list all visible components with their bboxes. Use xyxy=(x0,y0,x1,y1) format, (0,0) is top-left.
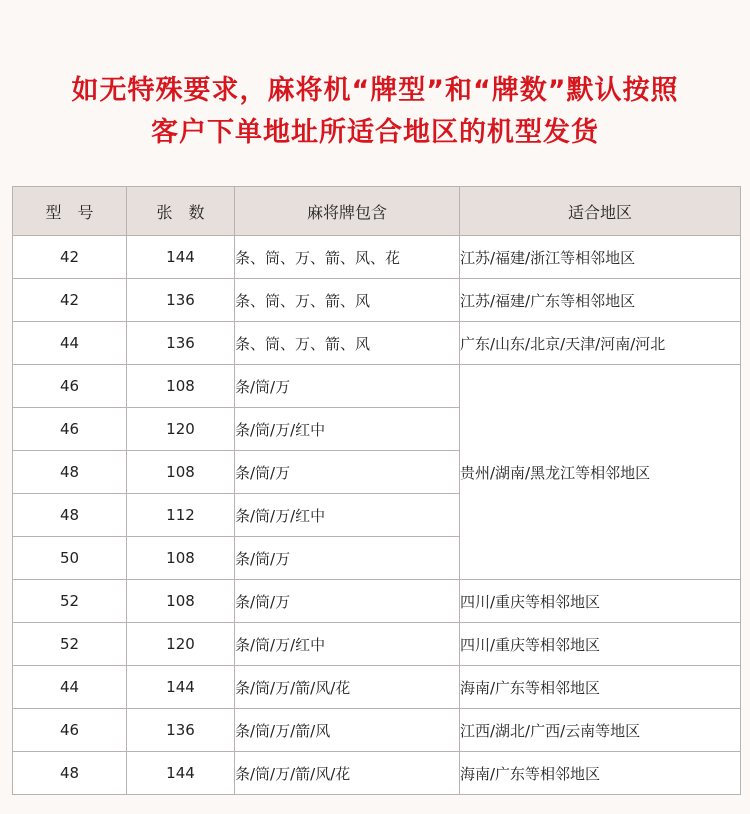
header-count: 张 数 xyxy=(127,187,235,236)
count-cell: 120 xyxy=(127,623,235,666)
header-tiles: 麻将牌包含 xyxy=(235,187,460,236)
model-cell: 48 xyxy=(13,494,127,537)
region-cell: 海南/广东等相邻地区 xyxy=(460,666,741,709)
region-cell: 江苏/福建/浙江等相邻地区 xyxy=(460,236,741,279)
tiles-cell: 条/筒/万/箭/风/花 xyxy=(235,666,460,709)
count-cell: 108 xyxy=(127,365,235,408)
count-cell: 112 xyxy=(127,494,235,537)
tiles-cell: 条、筒、万、箭、风 xyxy=(235,322,460,365)
count-cell: 144 xyxy=(127,752,235,795)
tiles-cell: 条/筒/万/红中 xyxy=(235,623,460,666)
region-cell: 海南/广东等相邻地区 xyxy=(460,752,741,795)
table-row xyxy=(13,365,741,408)
count-cell: 144 xyxy=(127,666,235,709)
model-table xyxy=(12,186,741,795)
tiles-cell: 条/筒/万 xyxy=(235,451,460,494)
tiles-cell: 条/筒/万/箭/风 xyxy=(235,709,460,752)
model-cell: 46 xyxy=(13,709,127,752)
region-cell: 广东/山东/北京/天津/河南/河北 xyxy=(460,322,741,365)
model-cell: 46 xyxy=(13,408,127,451)
notice-heading xyxy=(0,70,750,154)
tiles-cell: 条/筒/万 xyxy=(235,580,460,623)
model-cell: 42 xyxy=(13,236,127,279)
count-cell: 136 xyxy=(127,279,235,322)
region-cell: 贵州/湖南/黑龙江等相邻地区 xyxy=(460,365,741,580)
region-cell: 四川/重庆等相邻地区 xyxy=(460,623,741,666)
model-cell: 52 xyxy=(13,580,127,623)
tiles-cell: 条/筒/万/红中 xyxy=(235,494,460,537)
model-cell: 52 xyxy=(13,623,127,666)
count-cell: 136 xyxy=(127,322,235,365)
model-cell: 44 xyxy=(13,666,127,709)
tiles-cell: 条、筒、万、箭、风 xyxy=(235,279,460,322)
model-cell: 48 xyxy=(13,752,127,795)
tiles-cell: 条/筒/万/红中 xyxy=(235,408,460,451)
region-cell: 四川/重庆等相邻地区 xyxy=(460,580,741,623)
count-cell: 108 xyxy=(127,537,235,580)
table-row xyxy=(13,666,741,709)
region-cell: 江西/湖北/广西/云南等地区 xyxy=(460,709,741,752)
notice-line-2: 客户下单地址所适合地区的机型发货 xyxy=(151,117,599,148)
table-row xyxy=(13,322,741,365)
model-cell: 48 xyxy=(13,451,127,494)
count-cell: 144 xyxy=(127,236,235,279)
model-cell: 44 xyxy=(13,322,127,365)
tiles-cell: 条/筒/万/箭/风/花 xyxy=(235,752,460,795)
table-row xyxy=(13,709,741,752)
tiles-cell: 条/筒/万 xyxy=(235,537,460,580)
count-cell: 120 xyxy=(127,408,235,451)
table-row xyxy=(13,580,741,623)
table-row xyxy=(13,752,741,795)
model-cell: 42 xyxy=(13,279,127,322)
tiles-cell: 条、筒、万、箭、风、花 xyxy=(235,236,460,279)
count-cell: 108 xyxy=(127,580,235,623)
header-region: 适合地区 xyxy=(460,187,741,236)
tiles-cell: 条/筒/万 xyxy=(235,365,460,408)
model-cell: 50 xyxy=(13,537,127,580)
table-header-row xyxy=(13,187,741,236)
notice-line-1: 如无特殊要求，麻将机“牌型”和“牌数”默认按照 xyxy=(71,75,679,106)
table-row xyxy=(13,623,741,666)
header-model: 型 号 xyxy=(13,187,127,236)
table-row xyxy=(13,236,741,279)
count-cell: 108 xyxy=(127,451,235,494)
count-cell: 136 xyxy=(127,709,235,752)
model-cell: 46 xyxy=(13,365,127,408)
table-row xyxy=(13,279,741,322)
region-cell: 江苏/福建/广东等相邻地区 xyxy=(460,279,741,322)
